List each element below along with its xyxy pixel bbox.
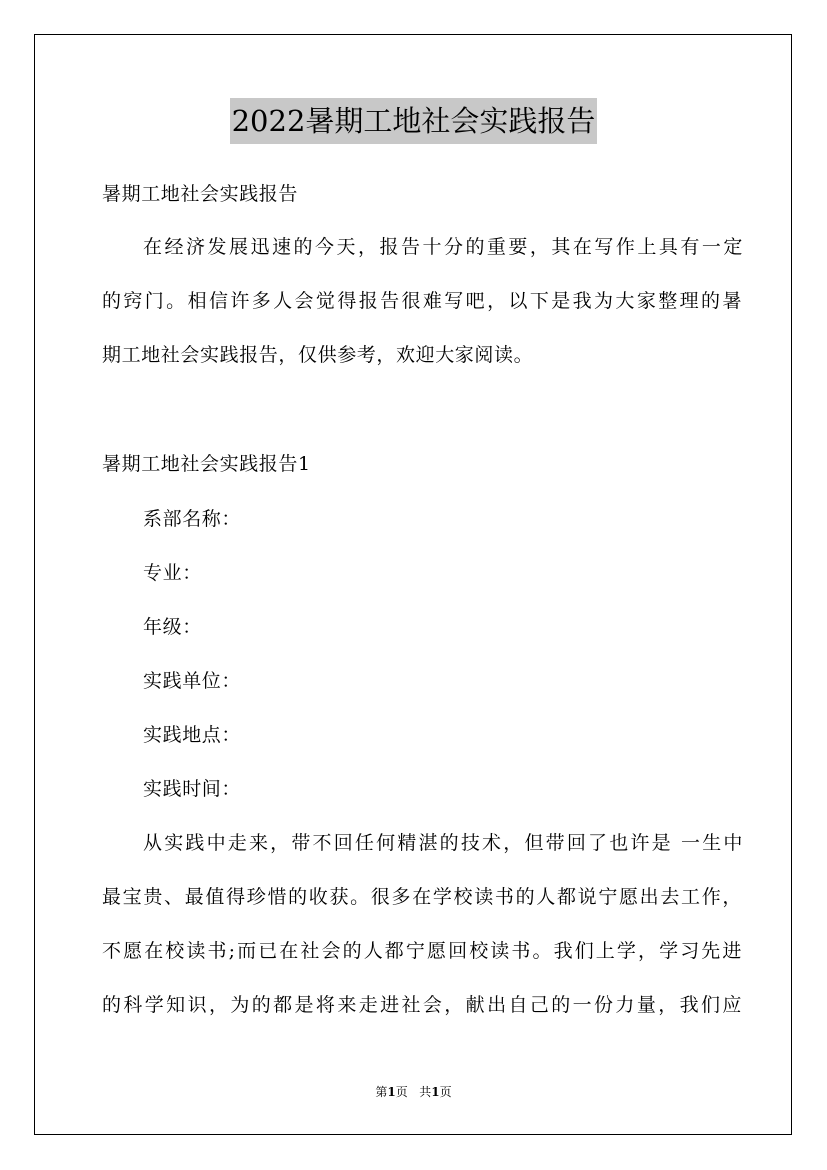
title-container (0, 98, 827, 144)
body-line: 从实践中走来，带不回任何精湛的技术，但带回了也许是 一生中 (143, 832, 743, 854)
total-suffix: 页 (439, 1085, 452, 1099)
body-line: 不愿在校读书;而已在社会的人都宁愿回校读书。我们上学，学习先进 (102, 940, 742, 962)
body-line: 最宝贵、最值得珍惜的收获。很多在学校读书的人都说宁愿出去工作， (102, 886, 742, 908)
page-prefix: 第 (375, 1085, 388, 1099)
intro-line: 期工地社会实践报告，仅供参考，欢迎大家阅读。 (102, 344, 534, 366)
page-suffix: 页 (395, 1085, 408, 1099)
field-grade: 年级： (143, 616, 202, 638)
document-subtitle: 暑期工地社会实践报告 (102, 183, 299, 205)
intro-line: 的窍门。相信许多人会觉得报告很难写吧，以下是我为大家整理的暑 (102, 290, 742, 312)
total-prefix: 共 (419, 1085, 432, 1099)
page-number: 1 (387, 1085, 396, 1099)
section-heading: 暑期工地社会实践报告1 (102, 453, 311, 475)
field-department: 系部名称： (143, 508, 242, 530)
page-footer (0, 1084, 827, 1100)
total-pages: 1 (431, 1085, 440, 1099)
field-practice-time: 实践时间： (143, 778, 242, 800)
field-practice-location: 实践地点： (143, 724, 242, 746)
field-major: 专业： (143, 562, 202, 584)
document-title: 2022暑期工地社会实践报告 (230, 98, 598, 144)
field-practice-unit: 实践单位： (143, 670, 242, 692)
body-line: 的科学知识，为的都是将来走进社会，献出自己的一份力量，我们应 (102, 994, 742, 1016)
intro-line: 在经济发展迅速的今天，报告十分的重要，其在写作上具有一定 (143, 236, 743, 258)
